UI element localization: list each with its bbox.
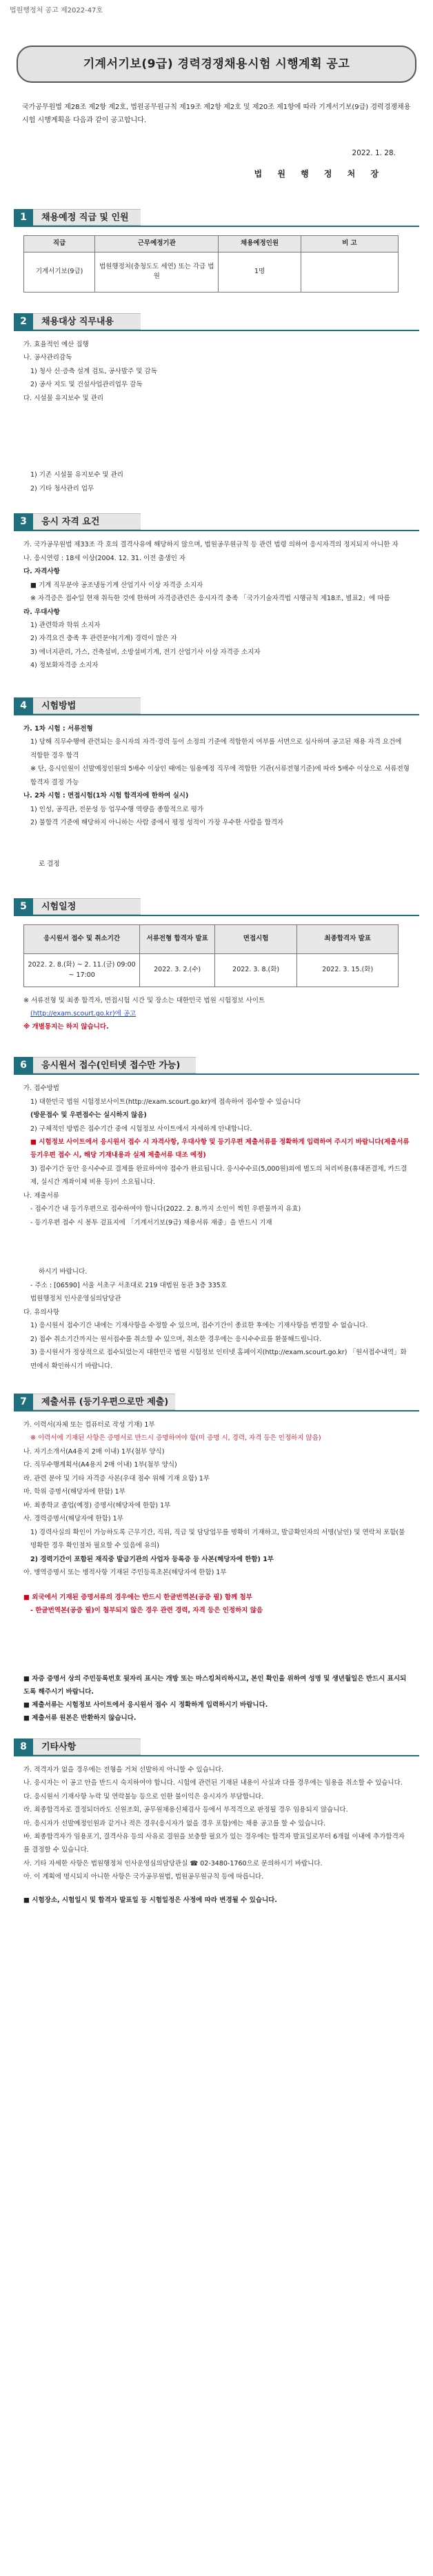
- body-line: 1) 당해 직무수행에 관련되는 응시자의 자격·경력 등이 소정의 기준에 적합한지 여부를 서면으로 심사하며 공고된 채용 자격 요건에 적합한 경우 합격: [30, 738, 402, 760]
- body-line: 1) 응시원서 접수기간 내에는 기재사항을 수정할 수 있으며, 접수기간이 종료한 후에는 기재사항을 변경할 수 없습니다.: [30, 1322, 368, 1330]
- body-line: 가. 적격자가 없을 경우에는 전형을 거쳐 선발하지 아니할 수 있습니다.: [23, 1765, 224, 1774]
- body-line: 법원행정처 인사운영심의담당관: [30, 1295, 121, 1303]
- note-line: ※ 개별통지는 하지 않습니다.: [23, 1023, 109, 1031]
- body-line: 로 결정: [39, 860, 60, 868]
- body-line: 나. 응시연령 : 18세 이상(2004. 12. 31. 이전 출생인 자: [23, 554, 186, 562]
- section-number: 1: [14, 209, 33, 226]
- body-line: 바. 최종학교 졸업(예정) 증명서(해당자에 한함) 1부: [23, 1501, 171, 1509]
- body-line: 2) 구체적인 방법은 접수기간 중에 시험정보 사이트에서 자세하게 안내합니다.: [30, 1124, 252, 1133]
- final-note: ■ 시험장소, 시험일시 및 합격자 발표일 등 시험일정은 사정에 따라 변경될 수 있습니다.: [23, 1896, 277, 1904]
- body-line: 가. 이력서(자체 또는 컴퓨터로 작성 기재) 1부: [23, 1421, 155, 1429]
- table-cell: 2022. 3. 2.(수): [140, 954, 215, 987]
- table-header: 면접시험: [214, 925, 296, 954]
- body-line: 다. 자격사항: [23, 568, 60, 576]
- table-cell: [301, 252, 398, 292]
- body-line: 아. 이 계획에 명시되지 아니한 사항은 국가공무원법, 법원공무원규칙 등에 따릅니다.: [23, 1873, 264, 1881]
- body-line: (방문접수 및 우편접수는 실시하지 않음): [30, 1111, 147, 1120]
- section-number: 5: [14, 898, 33, 915]
- table-header: 직급: [24, 236, 95, 252]
- table-header: 최종합격자 발표: [297, 925, 399, 954]
- section-5-header: [14, 898, 423, 915]
- note-line: ■ 제출서류 원본은 반환하지 않습니다.: [23, 1714, 137, 1722]
- body-line: 3) 에너지관리, 가스, 건축설비, 소방설비기계, 전기 산업기사 이상 자격증 소지자: [30, 648, 261, 656]
- body-line: ※ 자격증은 접수일 현재 취득한 것에 한하며 자격증관련은 응시자격 충족 「국가기술자격법 시행규칙 제18조, 별표2」에 따름: [30, 595, 390, 603]
- body-line: ■ 시험정보 사이트에서 응시원서 접수 시 자격사항, 우대사항 및 등기우편 제출서류를 정확하게 입력하여 주시기 바랍니다(제출서류 등기우편 접수 시, 해당 기재내용과 실제 제출서류 대조 예정): [30, 1138, 410, 1160]
- body-line: 1) 인성, 공직관, 전문성 등 업무수행 역량을 종합적으로 평가: [30, 805, 204, 813]
- body-line: 1) 기존 시설물 유지보수 및 관리: [30, 471, 123, 479]
- body-line: 다. 직무수행계획서(A4용지 2매 이내) 1부(첨부 양식): [23, 1461, 177, 1469]
- body-line: - 등기우편 접수 시 봉투 겉표지에 「기계서기보(9급) 채용서류 재중」을 반드시 기재: [30, 1218, 272, 1227]
- section-number: 2: [14, 313, 33, 330]
- body-line: 하시기 바랍니다.: [39, 1268, 88, 1276]
- section-4-body: [10, 715, 423, 871]
- notice-date: 2022. 1. 28.: [352, 149, 396, 158]
- section-6-header: [14, 1057, 423, 1073]
- section-title: 시험방법: [33, 697, 141, 714]
- body-line: 2) 공사 지도 및 건설사업관리업무 감독: [30, 381, 143, 389]
- body-line: 다. 시설물 유지보수 및 관리: [23, 394, 104, 402]
- body-line: 가. 접수방법: [23, 1084, 59, 1093]
- section-number: 8: [14, 1738, 33, 1755]
- body-line: 나. 자기소개서(A4용지 2매 이내) 1부(첨부 양식): [23, 1447, 165, 1456]
- body-line: 4) 정보화자격증 소지자: [30, 662, 99, 670]
- body-line: 2) 접수 취소기간까지는 원서접수를 취소할 수 있으며, 취소한 경우에는 응시수수료를 환불해드립니다.: [30, 1335, 322, 1343]
- page-title: 기계서기보(9급) 경력경쟁채용시험 시행계획 공고: [17, 46, 416, 83]
- body-line: - 주소 : [06590] 서울 서초구 서초대로 219 대법원 동관 3층 335호: [30, 1281, 227, 1289]
- body-line: 아. 병역증명서 또는 병적사항 기재된 주민등록초본(해당자에 한함) 1부: [23, 1569, 227, 1577]
- section-8-header: [14, 1738, 423, 1755]
- intro-text: 국가공무원법 제28조 제2항 제2호, 법원공무원규칙 제19조 제2항 제2호 및 제20조 제1항에 따라 기계서기보(9급) 경력경쟁채용시험 시행계획을 다음과 같이 공고합니다.: [22, 103, 411, 125]
- table-header: 채용예정인원: [219, 236, 301, 252]
- note-line: ■ 자증 증명서 상의 주민등록번호 뒷자리 표시는 개방 또는 마스킹처리하시고, 본인 확인을 위하여 성명 및 생년월일은 반드시 표시되도록 해주시기 바랍니다.: [23, 1674, 407, 1696]
- table-header: 서류전형 합격자 발표: [140, 925, 215, 954]
- section-4-header: [14, 697, 423, 714]
- body-line: - 접수기간 내 등기우편으로 접수하여야 합니다(2022. 2. 8.까지 소인이 찍힌 우편물까지 유효): [30, 1205, 301, 1213]
- schedule-notes: [10, 994, 423, 1033]
- body-line: 2) 불합격 기준에 해당하지 아니하는 사람 중에서 평정 성적이 가장 우수한 사람을 합격자: [30, 819, 284, 827]
- body-line: 2) 자격요건 충족 후 관련분야(기계) 경력이 많은 자: [30, 635, 177, 643]
- table-cell: 2022. 3. 8.(화): [214, 954, 296, 987]
- body-line: 나. 제출서류: [23, 1191, 59, 1200]
- body-line: 가. 국가공무원법 제33조 각 호의 결격사유에 해당하지 않으며, 법원공무원규칙 등 관련 법령 의하여 응시자격의 정지되지 아니한 자: [23, 541, 399, 549]
- table-cell: 2022. 2. 8.(화) ~ 2. 11.(금) 09:00 ~ 17:00: [24, 954, 140, 987]
- table-cell: 1명: [219, 252, 301, 292]
- table-cell: 2022. 3. 15.(화): [297, 954, 399, 987]
- body-line: ※ 이력서에 기재된 사항은 증명서로 반드시 증명하여야 함(미 증명 시, 경력, 자격 등은 인정하지 않음): [30, 1434, 321, 1443]
- section-title: 응시 자격 요건: [33, 513, 141, 530]
- note-line: - 한글번역본(공증 필)이 첨부되지 않은 경우 관련 경력, 자격 등은 인정하지 않음: [30, 1606, 263, 1614]
- body-line: 라. 우대사항: [23, 608, 60, 616]
- body-line: 사. 기타 자세한 사항은 법원행정처 인사운영심의담당관실 ☎ 02-3480-1760으로 문의하시기 바랍니다.: [23, 1859, 323, 1867]
- section-3-body: [10, 531, 423, 673]
- body-line: 가. 효율적인 예산 집행: [23, 340, 89, 348]
- section-7-body: [10, 1411, 423, 1580]
- section-1-header: [14, 209, 423, 226]
- exam-site-link[interactable]: (http://exam.scourt.go.kr)에 공고: [30, 1010, 137, 1018]
- body-line: ■ 기계 직무분야 공조냉동기계 산업기사 이상 자격증 소지자: [30, 581, 203, 589]
- body-line: 1) 관련학과 학위 소지자: [30, 622, 101, 630]
- section-title: 기타사항: [33, 1738, 141, 1755]
- section-title: 채용예정 직급 및 인원: [33, 209, 141, 226]
- final-note-block: [10, 1894, 423, 1907]
- section-number: 3: [14, 513, 33, 530]
- body-line: 3) 접수기간 동안 응시수수료 결제를 완료하여야 접수가 완료됩니다. 응시수수료(5,000원)외에 별도의 처리비용(휴대폰결제, 카드결제, 실시간 계좌이체 비용 등)이 소요됩니다.: [30, 1165, 407, 1187]
- section-2-body: [10, 331, 423, 495]
- body-line: 1) 경력사실의 확인이 가능하도록 근무기간, 직위, 직급 및 담당업무를 명확히 기재하고, 발급확인자의 서명(날인) 및 연락처 포함(불명확한 경우 확인절차 필요할 수 있음에 유의): [30, 1528, 405, 1550]
- body-line: 1) 대한민국 법원 시험정보사이트(http://exam.scourt.go.kr)에 접속하여 접수할 수 있습니다: [30, 1098, 301, 1106]
- body-line: 가. 1차 시험 : 서류전형: [23, 724, 93, 733]
- body-line: 나. 응시자는 이 공고 안을 반드시 숙지하여야 합니다. 시험에 관련된 기재된 내용이 사실과 다를 경우에는 임용을 취소할 수 있습니다.: [23, 1779, 403, 1787]
- body-line: 마. 학위 증명서(해당자에 한함) 1부: [23, 1488, 125, 1496]
- note-line: ※ 서류전형 및 최종 합격자, 면접시험 시간 및 장소는 대한민국 법원 시험정보 사이트: [23, 997, 265, 1005]
- note-line: ■ 제출서류는 시험정보 사이트에서 응시원서 접수 시 정확하게 입력하시기 바랍니다.: [23, 1701, 268, 1709]
- section-2-header: [14, 313, 423, 330]
- body-line: 2) 기타 청사관리 업무: [30, 484, 94, 493]
- section-title: 시험일정: [33, 898, 141, 915]
- body-line: 다. 응시원서 기재사항 누락 및 연락불능 등으로 인한 불이익은 응시자가 부담합니다.: [23, 1792, 264, 1801]
- section-3-header: [14, 513, 423, 530]
- issuing-org: 법 원 행 정 처 장: [254, 168, 385, 179]
- section-title: 제출서류 (등기우편으로만 제출): [33, 1394, 175, 1410]
- body-line: ※ 단, 응시인원이 선발예정인원의 5배수 이상인 때에는 임용예정 직무에 적합한 기관(서류전형기준)에 따라 5배수 이상으로 서류전형 합격자 결정 가능: [30, 765, 410, 786]
- section-number: 4: [14, 697, 33, 714]
- section-7-header: [14, 1394, 423, 1410]
- body-line: 나. 공사관리감독: [23, 354, 72, 362]
- body-line: 나. 2차 시험 : 면접시험(1차 시험 합격자에 한하여 실시): [23, 792, 189, 800]
- body-line: 라. 최종합격자로 결정되더라도 신원조회, 공무원채용신체검사 등에서 부적격으로 판정될 경우 임용되지 않습니다.: [23, 1806, 348, 1814]
- section-title: 응시원서 접수(인터넷 접수만 가능): [33, 1057, 196, 1073]
- table-cell: 기계서기보(9급): [24, 252, 95, 292]
- body-line: 3) 응시원서가 정상적으로 접수되었는지 대한민국 법원 시험정보 인터넷 홈페이지(http://exam.scourt.go.kr) 「원서접수내역」화면에서 확인하시기 바랍니다.: [30, 1349, 407, 1370]
- body-line: 다. 유의사항: [23, 1308, 59, 1316]
- body-line: 사. 경력증명서(해당자에 한함) 1부: [23, 1515, 123, 1523]
- section-title: 채용대상 직무내용: [33, 313, 141, 330]
- section-6-body: [10, 1075, 423, 1373]
- section-number: 6: [14, 1057, 33, 1073]
- schedule-table: [23, 924, 399, 987]
- section-number: 7: [14, 1394, 33, 1410]
- body-line: 1) 청사 신·증축 설계 검토, 공사발주 및 감독: [30, 367, 157, 375]
- table-header: 근무예정기관: [95, 236, 219, 252]
- table-header: 비 고: [301, 236, 398, 252]
- table-header: 응시원서 접수 및 취소기간: [24, 925, 140, 954]
- body-line: 2) 경력기간이 포함된 재직중 발급기관의 사업자 등록증 등 사본(해당자에 한함) 1부: [30, 1555, 274, 1563]
- body-line: 라. 관련 분야 및 기타 자격증 사본(우대 점수 위해 기재 요함) 1부: [23, 1474, 210, 1483]
- body-line: 바. 최종합격자가 임용포기, 결격사유 등의 사유로 결원을 보충할 필요가 있는 경우에는 합격자 발표일로부터 6개월 이내에 추가합격자를 결정할 수 있습니다.: [23, 1832, 405, 1854]
- submission-notes: [10, 1591, 423, 1725]
- body-line: 마. 응시자가 선발예정인원과 같거나 적은 경우(응시자가 없을 경우 포함)에는 채용 공고를 할 수 있습니다.: [23, 1819, 326, 1827]
- notice-number: 법원행정처 공고 제2022-47호: [10, 7, 103, 14]
- recruit-table: [23, 235, 399, 293]
- note-line: ■ 외국에서 기재된 증명서류의 경우에는 반드시 한글번역본(공증 필) 함께 첨부: [23, 1593, 252, 1601]
- section-8-body: [10, 1756, 423, 1884]
- table-cell: 법원행정처(충청도도 세연) 또는 각급 법원: [95, 252, 219, 292]
